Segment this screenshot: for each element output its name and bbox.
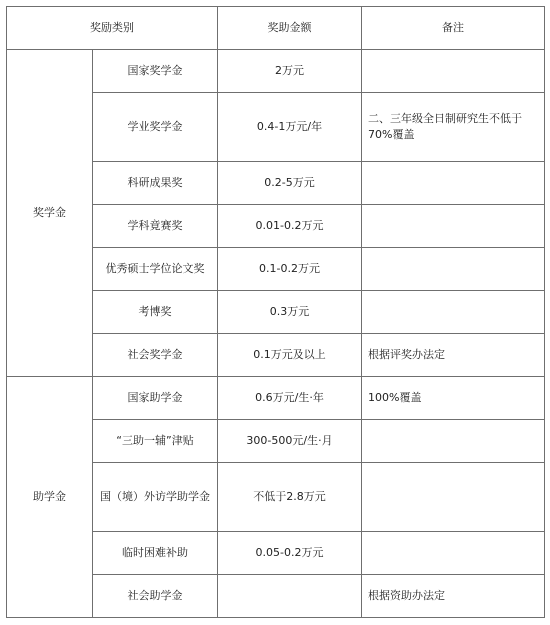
award-name-cell: 国（境）外访学助学金 [93, 463, 218, 532]
award-note-cell: 100%覆盖 [362, 377, 545, 420]
award-note-cell [362, 463, 545, 532]
award-note-cell [362, 205, 545, 248]
scholarship-table [6, 6, 545, 618]
award-amount-cell: 0.4-1万元/年 [218, 93, 362, 162]
award-name-cell: 社会奖学金 [93, 334, 218, 377]
award-name-cell: 国家奖学金 [93, 50, 218, 93]
award-note-cell [362, 291, 545, 334]
table-header-row [7, 7, 545, 50]
award-amount-cell: 不低于2.8万元 [218, 463, 362, 532]
header-award-amount: 奖助金额 [218, 7, 362, 50]
award-amount-cell: 300-500元/生·月 [218, 420, 362, 463]
award-name-cell: 学科竟赛奖 [93, 205, 218, 248]
award-note-cell [362, 162, 545, 205]
award-amount-cell: 0.1-0.2万元 [218, 248, 362, 291]
award-name-cell: 国家助学金 [93, 377, 218, 420]
award-amount-cell: 0.3万元 [218, 291, 362, 334]
award-note-cell [362, 420, 545, 463]
award-name-cell: 临时困难补助 [93, 532, 218, 575]
award-note-cell [362, 248, 545, 291]
award-name-cell: 学业奖学金 [93, 93, 218, 162]
award-name-cell: 考博奖 [93, 291, 218, 334]
award-amount-cell: 0.6万元/生·年 [218, 377, 362, 420]
table-row [7, 50, 545, 93]
award-amount-cell: 0.01-0.2万元 [218, 205, 362, 248]
header-award-type: 奖励类别 [7, 7, 218, 50]
award-amount-cell [218, 575, 362, 618]
award-note-cell [362, 50, 545, 93]
table-row [7, 377, 545, 420]
award-note-cell: 二、三年级全日制研究生不低于70%覆盖 [362, 93, 545, 162]
award-amount-cell: 0.1万元及以上 [218, 334, 362, 377]
category-cell: 助学金 [7, 377, 93, 618]
award-name-cell: 优秀硕士学位论文奖 [93, 248, 218, 291]
award-note-cell [362, 532, 545, 575]
award-amount-cell: 0.05-0.2万元 [218, 532, 362, 575]
category-cell: 奖学金 [7, 50, 93, 377]
award-amount-cell: 2万元 [218, 50, 362, 93]
award-note-cell: 根据评奖办法定 [362, 334, 545, 377]
award-note-cell: 根据资助办法定 [362, 575, 545, 618]
award-name-cell: 科研成果奖 [93, 162, 218, 205]
award-amount-cell: 0.2-5万元 [218, 162, 362, 205]
award-name-cell: “三助一辅”津贴 [93, 420, 218, 463]
award-name-cell: 社会助学金 [93, 575, 218, 618]
header-note: 备注 [362, 7, 545, 50]
